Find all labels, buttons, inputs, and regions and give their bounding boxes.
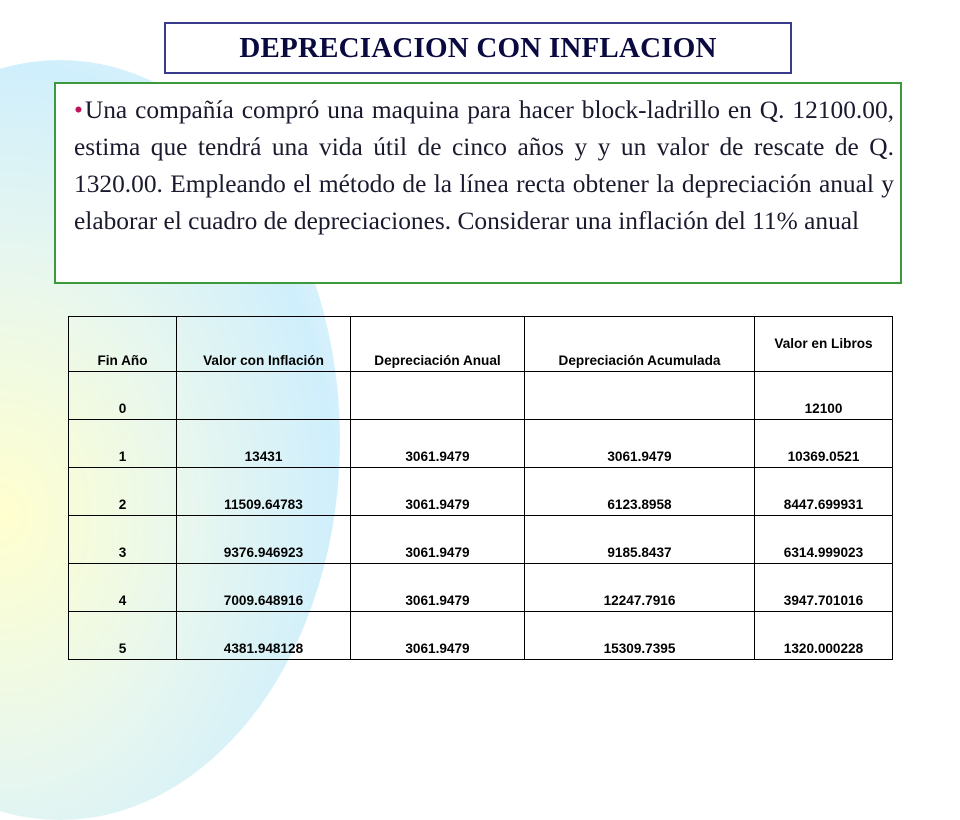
table-row (69, 612, 893, 660)
cell-annual-depreciation: 3061.9479 (351, 468, 525, 516)
header-inflation-value: Valor con Inflación (177, 317, 351, 372)
cell-book-value: 3947.701016 (755, 564, 893, 612)
problem-statement-text: Una compañía compró una maquina para hacer block-ladrillo en Q. 12100.00, estima que tendrá una vida útil de cinco años y y un valor de rescate de Q. 1320.00. Empleando el método de la línea recta obtener la depreciación anual y elaborar el cuadro de depreciaciones. Considerar una inflación del 11% anual (74, 96, 894, 235)
cell-annual-depreciation: 3061.9479 (351, 612, 525, 660)
cell-year: 3 (69, 516, 177, 564)
cell-annual-depreciation: 3061.9479 (351, 564, 525, 612)
cell-annual-depreciation (351, 372, 525, 420)
problem-statement (74, 92, 894, 240)
cell-accumulated-depreciation: 9185.8437 (525, 516, 755, 564)
cell-accumulated-depreciation: 12247.7916 (525, 564, 755, 612)
header-annual-depreciation: Depreciación Anual (351, 317, 525, 372)
table-header-row (69, 317, 893, 372)
cell-year: 2 (69, 468, 177, 516)
cell-inflation-value (177, 372, 351, 420)
title-box (164, 22, 792, 74)
table-row (69, 372, 893, 420)
depreciation-table (68, 316, 893, 660)
cell-accumulated-depreciation (525, 372, 755, 420)
bullet-icon: • (74, 96, 83, 124)
cell-year: 4 (69, 564, 177, 612)
cell-inflation-value: 9376.946923 (177, 516, 351, 564)
depreciation-table-container (68, 316, 893, 660)
table-row (69, 564, 893, 612)
cell-inflation-value: 4381.948128 (177, 612, 351, 660)
cell-annual-depreciation: 3061.9479 (351, 420, 525, 468)
cell-annual-depreciation: 3061.9479 (351, 516, 525, 564)
cell-book-value: 6314.999023 (755, 516, 893, 564)
cell-year: 1 (69, 420, 177, 468)
cell-book-value: 12100 (755, 372, 893, 420)
cell-accumulated-depreciation: 3061.9479 (525, 420, 755, 468)
header-accumulated-depreciation: Depreciación Acumulada (525, 317, 755, 372)
cell-year: 5 (69, 612, 177, 660)
cell-inflation-value: 7009.648916 (177, 564, 351, 612)
cell-accumulated-depreciation: 15309.7395 (525, 612, 755, 660)
page-title: DEPRECIACION CON INFLACION (239, 31, 717, 64)
cell-book-value: 1320.000228 (755, 612, 893, 660)
header-year: Fin Año (69, 317, 177, 372)
problem-statement-box (54, 82, 902, 284)
table-row (69, 420, 893, 468)
table-row (69, 468, 893, 516)
cell-year: 0 (69, 372, 177, 420)
cell-book-value: 10369.0521 (755, 420, 893, 468)
cell-book-value: 8447.699931 (755, 468, 893, 516)
table-row (69, 516, 893, 564)
cell-inflation-value: 13431 (177, 420, 351, 468)
header-book-value: Valor en Libros (755, 317, 893, 372)
cell-accumulated-depreciation: 6123.8958 (525, 468, 755, 516)
cell-inflation-value: 11509.64783 (177, 468, 351, 516)
